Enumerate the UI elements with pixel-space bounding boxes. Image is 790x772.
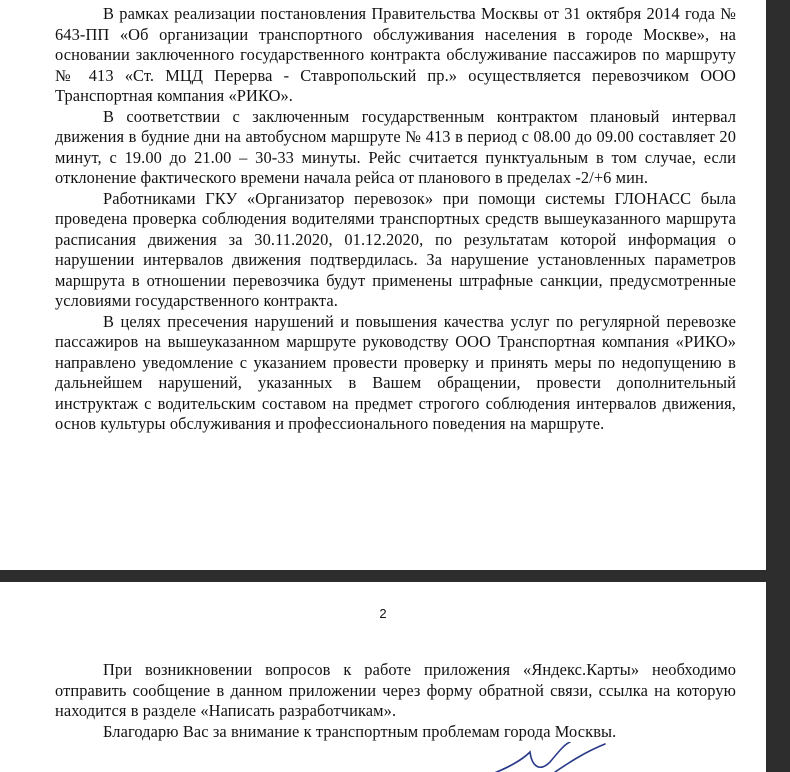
paragraph: Работниками ГКУ «Организатор перевозок» при помощи системы ГЛОНАСС была проведена проверка соблюдения водителями транспортных средств вышеуказанного маршрута расписания движения за 30.11.2020, 01.12.2020, по результатам которой информация о нарушении интервалов движения подтвердилась. За нарушение установленных параметров маршрута в отношении перевозчика будут применены штрафные санкции, предусмотренные условиями государственного контракта. bbox=[55, 188, 736, 310]
document-page-2 bbox=[0, 582, 766, 772]
paragraph: В соответствии с заключенным государственным контрактом плановый интервал движения в будние дни на автобусном маршруте № 413 в период с 08.00 до 09.00 составляет 20 минут, с 19.00 до 21.00 – 30-33 минуты. Рейс считается пунктуальным в том случае, если отклонение фактического времени начала рейса от планового в пределах -2/+6 мин. bbox=[55, 106, 736, 187]
paragraph: В рамках реализации постановления Правительства Москвы от 31 октября 2014 года № 643-ПП «Об организации транспортного обслуживания населения в городе Москве», на основании заключенного государственного контракта обслуживание пассажиров по маршруту № 413 «Ст. МЦД Перерва - Ставропольский пр.» осуществляется перевозчиком ООО Транспортная компания «РИКО». bbox=[55, 4, 736, 105]
paragraph: При возникновении вопросов к работе приложения «Яндекс.Карты» необходимо отправить сообщение в данном приложении через форму обратной связи, ссылка на которую находится в разделе «Написать разработчикам». bbox=[55, 660, 736, 720]
page-number: 2 bbox=[379, 606, 387, 621]
page-body bbox=[55, 4, 736, 435]
paragraph: Благодарю Вас за внимание к транспортным проблемам города Москвы. bbox=[103, 721, 617, 741]
signature-mark bbox=[470, 742, 610, 772]
paragraph: В целях пресечения нарушений и повышения качества услуг по регулярной перевозке пассажиров на вышеуказанном маршруте руководству ООО Транспортная компания «РИКО» направлено уведомление с указанием провести проверку и принять меры по недопущению в дальнейшем нарушений, указанных в Вашем обращении, провести дополнительный инструктаж с водительским составом на предмет строгого соблюдения интервалов движения, основ культуры обслуживания и профессионального поведения на маршруте. bbox=[55, 311, 736, 433]
page-body bbox=[55, 660, 736, 742]
